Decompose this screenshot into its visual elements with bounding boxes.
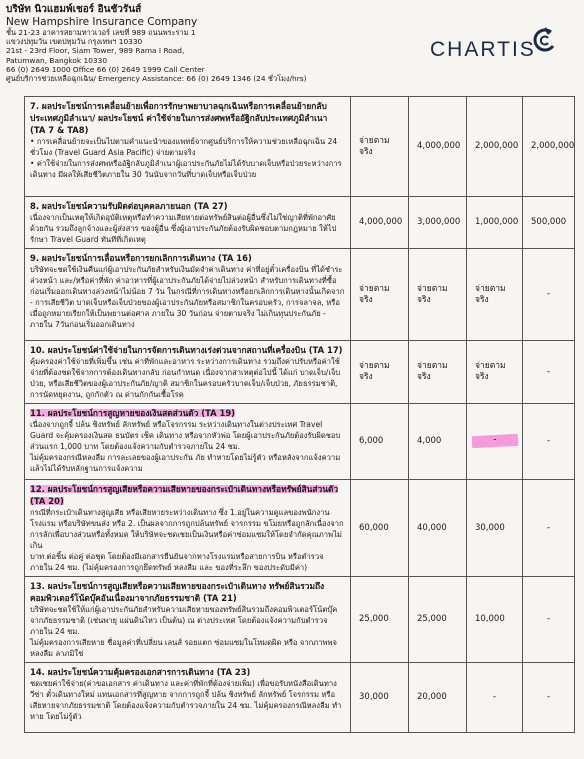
amount-cell: จ่ายตามจริง (351, 249, 409, 341)
amount-cell: 1,000,000 (467, 197, 523, 249)
amount-cell: 25,000 (409, 577, 467, 663)
benefit-title: 7. ผลประโยชน์การเคลื่อนย้ายเพื่อการรักษาพยาบาลฉุกเฉินหรือการเคลื่อนย้ายกลับประเทศภูมิลำเนา/ ผลประโยชน์ ค่าใช้จ่ายในการส่งศพหรืออัฐิกลับประเทศภูมิลำเนา (TA 7 & TA8) (30, 101, 328, 135)
benefit-description (25, 341, 351, 404)
benefit-body: - การเสียชีวิต บาดเจ็บหรือเจ็บป่วยของผู้เอาประกันภัยหรือสมาชิกในครอบครัว, การจลาจล, หรือเมื่อถูกหมายเรียกให้เป็นพยานต่อศาล ภายใน 30 วันก่อน จ่ายตามจริง ไม่เกินทุนประกันภัย - ภายใน 7วันก่อนเริ่มออกเดินทาง (30, 298, 340, 329)
amount-cell: - (523, 663, 575, 733)
table-row (25, 97, 575, 197)
benefit-body: • ค่าใช้จ่ายในการส่งศพหรืออัฐิกลับภูมิลำเนาผู้เอาประกันภัยไม่ได้รับบาดเจ็บหรือป่วยระหว่างการเดินทาง มีผลให้เสียชีวิตภายใน 30 วันนับจากวันที่บาดเจ็บหรือเจ็บป่วย (30, 159, 342, 179)
amount-cell: 4,000,000 (351, 197, 409, 249)
address-thai-line-1: ชั้น 21-23 อาคารสยามทาวเวอร์ เลขที่ 989 ถนนพระราม 1 (6, 28, 196, 37)
amount-cell: - (523, 480, 575, 577)
table-row (25, 341, 575, 404)
table-row (25, 663, 575, 733)
benefit-body: ไม่คุ้มครองการเสียหาย ชื่อมูลค่าที่เปลี่ยน เลนส์ รอยแตก ซ่อมแซมในโหมดผิด หรือ จากภาพพจ หลงลืม ลาภมิใช่ (30, 638, 337, 658)
amount-cell: จ่ายตามจริง (467, 341, 523, 404)
table-row (25, 197, 575, 249)
company-name-english: New Hampshire Insurance Company (6, 16, 198, 28)
benefit-body: บริษัทจะชดใช้ให้แก่ผู้เอาประกันภัยสำหรับความเสียหายของทรัพย์สินรวมถึงคอมพิวเตอร์โน้ตบุ๊คจากภัยธรรมชาติ (เช่นพายุ แผ่นดินไหว เป็นต้น) ณ ต่างประเทศ โดยต้องแจ้งความกับตำรวจภายใน 24 ชม. (30, 605, 338, 636)
amount-cell: 10,000 (467, 577, 523, 663)
benefit-description (25, 97, 351, 197)
benefit-description (25, 577, 351, 663)
amount-cell: จ่ายตาม จริง (409, 249, 467, 341)
benefit-description (25, 663, 351, 733)
benefit-body: เนื่องจากเป็นเหตุให้เกิดอุบัติเหตุหรือทำความเสียหายต่อทรัพย์สินต่อผู้อื่นซึ่งไม่ใช่ญาติที่พักอาศัยด้วยกัน รวมถึงลูกจ้างและผู้ส่งสาร ของผู้อื่น ซึ่งผู้เอาประกันภัยต้องรับผิดชอบตามกฎหมาย ให้ไปรักษา Travel Guard ทันทีที่เกิดเหตุ (30, 213, 337, 244)
benefit-body: • การเคลื่อนย้ายจะเป็นไปตามคำแนะนำของแพทย์จากศูนย์บริการให้ความช่วยเหลือฉุกเฉิน 24 ชั่วโมง (Travel Guard Asia Pacific) จ่ายตามจริง (30, 137, 338, 157)
amount-cell: - (523, 577, 575, 663)
benefit-body: ชดเชยค่าใช้จ่าย(ค่าขอเอกสาร ค่าเดินทาง และค่าที่พักที่ต้องจ่ายเพิ่ม) เพื่อขอรับหนังสือเดินทาง วีซ่า ตั๋วเดินทางใหม่ แทนเอกสารที่สูญหาย จากการถูกจี้ ปล้น ชิงทรัพย์ ลักทรัพย์ โจรกรรม หรือเสียหายจากภัยธรรมชาติ โดยต้องแจ้งความกับตำรวจภายใน 24 ชม. ไม่คุ้มครองกรณีหลงลืม ทำหาย โดยไม่รู้ตัว (30, 679, 342, 721)
benefit-title: 9. ผลประโยชน์การเลื่อนหรือการยกเลิกการเดินทาง (TA 16) (30, 253, 252, 263)
benefit-body: เนื่องจากถูกจี้ ปล้น ชิงทรัพย์ ลักทรัพย์ หรือโจรกรรม ระหว่างเดินทางในต่างประเทศ Travel Guard จะคุ้มครองเงินสด ธนบัตร เช็ค เดินทาง หรือจากหัวพ่อ โดยผู้เอาประกันภัยต้องรับผิดชอบส่วนแรก 1,000 บาท โดยต้องแจ้งความกับตำรวจภายใน 24 ชม. (30, 420, 341, 451)
amount-cell: 25,000 (351, 577, 409, 663)
benefits-table (24, 96, 575, 733)
amount-cell: - (523, 249, 575, 341)
benefit-body: คุ้มครองค่าใช้จ่ายที่เพิ่มขึ้น เช่น ค่าที่พักและอาหาร ระหว่างการเดินทาง รวมถึงค่าปรับหรือค่าใช้จ่ายที่ต้องชดใช้จากการต้องเดินทางกลับ ก่อนกำหนด เนื่องจากสาเหตุต่อไปนี้ ได้แก่ บาดเจ็บ/เจ็บป่วย, หรือเสียชีวิตของผู้เอาประกันภัย/ญาติ สมาชิกในครอบครัวบาดเจ็บ/เจ็บป่วย, ภัยธรรมชาติ, การนัดหยุดงาน, ถูกกักตัว ณ ด่านกักกันเชื้อโรค (30, 357, 341, 399)
benefit-title-highlighted: 11. ผลประโยชน์การสูญหายของเงินสดส่วนตัว (TA 19) (30, 408, 236, 418)
chartis-logo (430, 26, 570, 66)
logo-text: CHARTIS (430, 38, 536, 61)
benefit-body: กรณีที่กระเป๋าเดินทางสูญเสีย หรือเสียหายระหว่างเดินทาง ซึ่ง 1.อยู่ในความดูแลของพนักงานโรงแรม หรือบริษัทขนส่ง หรือ 2. เป็นผลจากการถูกปล้นทรัพย์ จารกรรม ขโมยหรือถูกลักเนื่องจากการลักเพื่อบางส่วนหรือทั้งหมด ให้บริษัทจะชดเชยเป็นเงินหรือค่าซ่อมแซมให้โดยจำกัดคุณภาพไม่เกิน (30, 508, 344, 550)
amount-cell: - (523, 404, 575, 480)
benefit-description (25, 197, 351, 249)
amount-cell: 4,000 (409, 404, 467, 480)
amount-cell: 30,000 (467, 480, 523, 577)
benefit-body: บาท ต่อชิ้น ต่อคู่ ต่อชุด โดยต้องมีเอกสารยืนยันจากทางโรงแรมหรือสายการบิน หรือตำรวจภายใน 24 ชม. (ไม่คุ้มครองการถูกยึดทรัพย์ หลงลืม และ ของที่ระลึก ของประดับมีค่า) (30, 552, 324, 572)
amount-cell: จ่ายตามจริง (351, 97, 409, 197)
highlight-mark: - (472, 434, 519, 448)
amount-cell: จ่ายตาม จริง (467, 249, 523, 341)
amount-cell: 3,000,000 (409, 197, 467, 249)
amount-cell: 2,000,000 (467, 97, 523, 197)
address-english-line-1: 21st - 23rd Floor, Siam Tower, 989 Rama I Road, (6, 46, 185, 56)
amount-cell: 30,000 (351, 663, 409, 733)
benefit-body: ไม่คุ้มครองกรณีหลงลืม การละเลยของผู้เอาประกัน ภัย ทำหายโดยไม่รู้ตัว หรือหลังจากแจ้งความแล้วไม่ได้รับหลักฐานการแจ้งความ (30, 453, 341, 473)
company-name-thai: บริษัท นิวแฮมพ์เชอร์ อินชัวรันส์ (6, 4, 142, 15)
benefit-title: 10. ผลประโยชน์ค่าใช้จ่ายในการจัดการเดินทางเร่งด่วนจากสถานที่เครื่องบิน (TA 17) (30, 345, 343, 355)
amount-cell: 500,000 (523, 197, 575, 249)
benefit-description (25, 480, 351, 577)
amount-cell: 2,000,000 (523, 97, 575, 197)
amount-cell: 4,000,000 (409, 97, 467, 197)
amount-cell: - (467, 663, 523, 733)
benefit-description (25, 249, 351, 341)
amount-cell: จ่ายตามจริง (351, 341, 409, 404)
amount-cell: - (523, 341, 575, 404)
amount-cell: 6,000 (351, 404, 409, 480)
table-row (25, 249, 575, 341)
table-row (25, 404, 575, 480)
benefit-title-highlighted: 12. ผลประโยชน์การสูญเสียหรือความเสียหายของกระเป๋าเดินทางหรือทรัพย์สินส่วนตัว (TA 20) (30, 484, 339, 506)
amount-cell: 20,000 (409, 663, 467, 733)
benefit-description (25, 404, 351, 480)
emergency-assistance: ศูนย์บริการช่วยเหลือฉุกเฉิน/ Emergency Assistance: 66 (0) 2649 1346 (24 ชั่วโมง/hrs) (6, 74, 307, 84)
chartis-swirl-icon (529, 26, 559, 56)
benefit-title: 8. ผลประโยชน์ความรับผิดต่อบุคคลภายนอก (TA 27) (30, 201, 228, 211)
amount-cell-highlighted (467, 404, 523, 480)
benefit-body: บริษัทจะชดใช้เงินคืนแก่ผู้เอาประกันภัยสำหรับเงินมัดจำค่าเดินทาง ค่าที่อยู่ตั๋วเครื่องบิน ที่ได้ชำระล่วงหน้า และ/หรือค่าที่พัก ค่าอาหารที่ผู้เอาประกันภัยได้จ่ายไปล่วงหน้า สำหรับการเดินทางที่ซื้อก่อนเริ่มออกเดินทางล่วงหน้าไม่น้อย 7 วัน ในกรณีที่การเดินทางหรือยกเลิกการเดินทางนั้นเกิดจาก (30, 265, 345, 296)
address-english-line-2: Patumwan, Bangkok 10330 (6, 55, 108, 65)
amount-cell: 60,000 (351, 480, 409, 577)
benefit-title: 13. ผลประโยชน์การสูญเสียหรือความเสียหายของกระเป๋าเดินทาง ทรัพย์สินรวมถึงคอมพิวเตอร์โน้ตบุ๊คอันเนื่องมาจากภัยธรรมชาติ (TA 21) (30, 581, 325, 603)
amount-cell: 40,000 (409, 480, 467, 577)
amount-cell: จ่ายตามจริง (409, 341, 467, 404)
address-thai-line-2: แขวงปทุมวัน เขตปทุมวัน กรุงเทพฯ 10330 (6, 37, 143, 47)
table-row (25, 577, 575, 663)
company-header (6, 4, 406, 83)
benefit-title: 14. ผลประโยชน์ความคุ้มครองเอกสารการเดินทาง (TA 23) (30, 667, 251, 677)
phone-numbers: 66 (0) 2649 1000 Office 66 (0) 2649 1999 Call Center (6, 64, 205, 74)
table-row (25, 480, 575, 577)
